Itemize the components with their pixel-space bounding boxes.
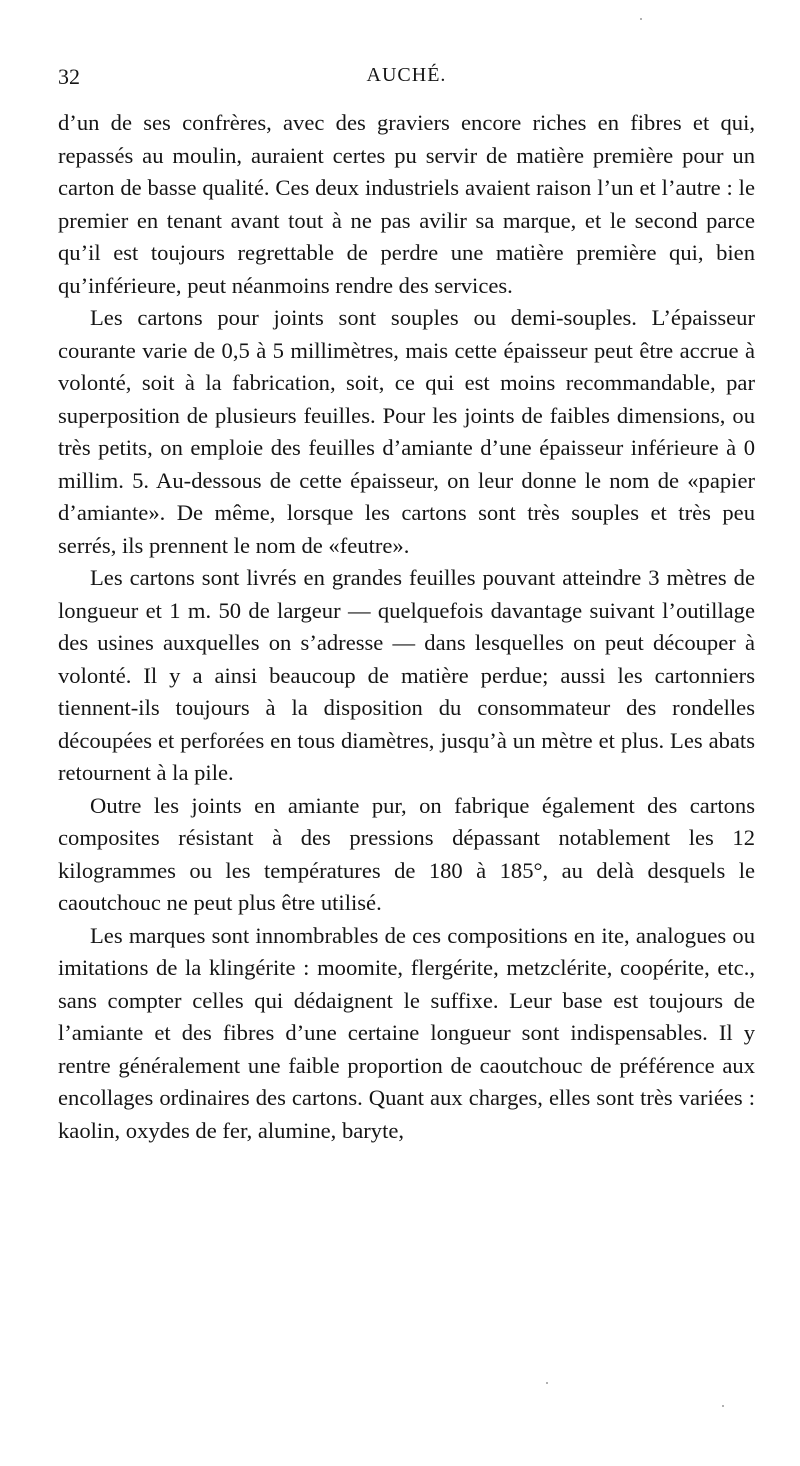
paragraph-cartons-livres: Les cartons sont livrés en grandes feuilles pouvant atteindre 3 mètres de longueur et 1 m. 50 de largeur — quelquefois davantage suivant l’outillage des usines auxquelles on s’adresse — dans lesquelles on peut découper à volonté. Il y a ainsi beaucoup de matière perdue; aussi les cartonniers tiennent-ils toujours à la disposition du consommateur des rondelles découpées et perforées en tous diamètres, jusqu’à un mètre et plus. Les abats retournent à la pile. xyxy=(58,565,755,785)
body-text xyxy=(58,107,755,1147)
paragraph-cartons-composites: Outre les joints en amiante pur, on fabrique également des cartons composites résistant à des pressions dépassant notablement les 12 kilogrammes ou les températures de 180 à 185°, au delà desquels le caoutchouc ne peut plus être utilisé. xyxy=(58,792,755,915)
scan-speck xyxy=(640,18,642,20)
page-header xyxy=(58,64,755,94)
running-title: AUCHÉ. xyxy=(366,64,447,86)
page-number: 32 xyxy=(58,64,80,89)
scan-speck xyxy=(722,1405,724,1407)
paragraph-continuation: d’un de ses confrères, avec des graviers encore riches en fibres et qui, repassés au moulin, auraient certes pu servir de matière première pour un carton de basse qualité. Ces deux industriels avaient raison l’un et l’autre : le premier en tenant avant tout à ne pas avilir sa marque, et le second parce qu’il est toujours regrettable de perdre une matière première qui, bien qu’inférieure, peut néanmoins rendre des services. xyxy=(58,110,755,298)
paragraph-marques: Les marques sont innombrables de ces compositions en ite, analogues ou imitations de la klingérite : moomite, flergérite, metzclérite, coopérite, etc., sans compter celles qui dédaignent le suffixe. Leur base est toujours de l’amiante et des fibres d’une certaine longueur sont indispensables. Il y rentre généralement une faible proportion de caoutchouc de préférence aux encollages ordinaires des cartons. Quant aux charges, elles sont très variées : kaolin, oxydes de fer, alumine, baryte, xyxy=(58,922,755,1143)
paragraph-cartons-joints: Les cartons pour joints sont souples ou demi-souples. L’épaisseur courante varie de 0,5 à 5 millimètres, mais cette épaisseur peut être accrue à volonté, soit à la fabrication, soit, ce qui est moins recommandable, par superposition de plusieurs feuilles. Pour les joints de faibles dimensions, ou très petits, on emploie des feuilles d’amiante d’une épaisseur inférieure à 0 millim. 5. Au-dessous de cette épaisseur, on leur donne le nom de «papier d’amiante». De même, lorsque les cartons sont très souples et très peu serrés, ils prennent le nom de «feutre». xyxy=(58,305,755,558)
scan-speck xyxy=(546,1382,548,1384)
